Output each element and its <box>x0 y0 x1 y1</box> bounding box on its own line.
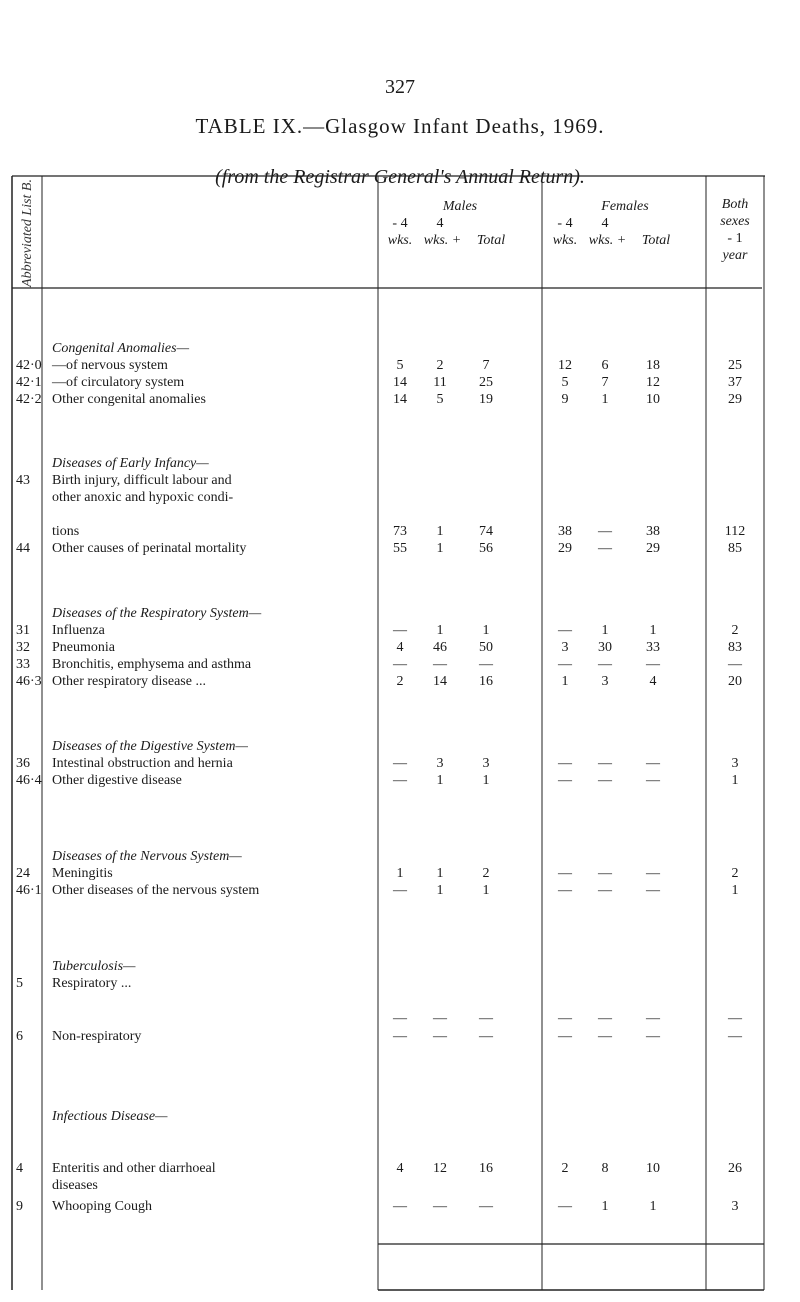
cause-code: 46·4 <box>16 773 42 788</box>
value-cell: 46 <box>433 640 447 655</box>
section-heading: Diseases of the Digestive System— <box>52 739 248 754</box>
cause-code: 31 <box>16 623 30 638</box>
value-cell: 12 <box>433 1161 447 1176</box>
cause-code: 32 <box>16 640 30 655</box>
value-cell: 50 <box>479 640 493 655</box>
value-cell: 1 <box>601 1199 609 1214</box>
cause-label: —of nervous system <box>52 358 168 373</box>
value-cell: — <box>558 866 572 881</box>
value-cell: 1 <box>436 883 444 898</box>
value-cell: — <box>646 1011 660 1026</box>
section-heading: Diseases of the Respiratory System— <box>52 606 262 621</box>
cause-code: 43 <box>16 473 30 488</box>
cause-code: 42·2 <box>16 392 42 407</box>
cause-label: Intestinal obstruction and hernia <box>52 756 233 771</box>
value-cell: 7 <box>482 358 490 373</box>
value-cell: 30 <box>598 640 612 655</box>
cause-label: Enteritis and other diarrhoeal <box>52 1161 216 1176</box>
value-cell: 5 <box>436 392 444 407</box>
section-heading: Diseases of the Nervous System— <box>52 849 242 864</box>
value-cell: 83 <box>728 640 742 655</box>
value-cell: 38 <box>558 524 572 539</box>
value-cell: 29 <box>646 541 660 556</box>
value-cell: 4 <box>396 640 404 655</box>
value-cell: 2 <box>436 358 444 373</box>
value-cell: — <box>646 866 660 881</box>
cause-code: 42·1 <box>16 375 42 390</box>
value-cell: — <box>558 883 572 898</box>
abbreviated-list-header: Abbreviated List B. <box>20 179 35 287</box>
value-cell: 1 <box>396 866 404 881</box>
value-cell: 14 <box>393 375 407 390</box>
value-cell: — <box>433 1029 447 1044</box>
value-cell: 3 <box>436 756 444 771</box>
value-cell: 25 <box>728 358 742 373</box>
cause-code: 6 <box>16 1029 23 1044</box>
value-cell: 12 <box>646 375 660 390</box>
cause-code: 4 <box>16 1161 23 1176</box>
cause-label: Whooping Cough <box>52 1199 152 1214</box>
cause-label: Other respiratory disease ... <box>52 674 206 689</box>
cause-label: Meningitis <box>52 866 113 881</box>
value-cell: — <box>646 1029 660 1044</box>
cause-label: Pneumonia <box>52 640 115 655</box>
value-cell: 55 <box>393 541 407 556</box>
cause-code: 46·1 <box>16 883 42 898</box>
cause-label: Other diseases of the nervous system <box>52 883 260 898</box>
value-cell: 2 <box>482 866 490 881</box>
value-cell: 112 <box>724 524 746 539</box>
value-cell: 26 <box>728 1161 742 1176</box>
value-cell: 2 <box>731 623 739 638</box>
value-cell: — <box>393 1199 407 1214</box>
value-cell: — <box>728 1011 742 1026</box>
value-cell: — <box>479 657 493 672</box>
value-cell: — <box>433 657 447 672</box>
value-cell: — <box>393 657 407 672</box>
value-cell: 1 <box>601 392 609 407</box>
value-cell: 1 <box>731 773 739 788</box>
table-title: TABLE IX.—Glasgow Infant Deaths, 1969. <box>195 114 605 138</box>
cause-label-line3: tions <box>52 524 80 539</box>
value-cell: 85 <box>728 541 742 556</box>
value-cell: — <box>558 657 572 672</box>
value-cell: 1 <box>482 623 490 638</box>
value-cell: — <box>598 756 612 771</box>
value-cell: 1 <box>436 541 444 556</box>
value-cell: 3 <box>482 756 490 771</box>
value-cell: 73 <box>393 524 407 539</box>
cause-code: 5 <box>16 976 23 991</box>
cause-code: 36 <box>16 756 30 771</box>
females-header: Females <box>601 199 649 214</box>
value-cell: 29 <box>558 541 572 556</box>
value-cell: 10 <box>646 392 660 407</box>
value-cell: 37 <box>728 375 742 390</box>
value-cell: 33 <box>646 640 660 655</box>
value-cell: — <box>479 1029 493 1044</box>
value-cell: — <box>598 1011 612 1026</box>
value-cell: 5 <box>561 375 569 390</box>
cause-label: Bronchitis, emphysema and asthma <box>52 657 252 672</box>
value-cell: 3 <box>731 1199 739 1214</box>
value-cell: 1 <box>436 524 444 539</box>
value-cell: — <box>393 1011 407 1026</box>
value-cell: — <box>393 1029 407 1044</box>
value-cell: 1 <box>649 623 657 638</box>
females-under4-header-b: wks. <box>552 233 578 248</box>
cause-label-line2: diseases <box>52 1178 98 1193</box>
value-cell: — <box>598 657 612 672</box>
value-cell: 16 <box>479 1161 493 1176</box>
value-cell: — <box>558 1011 572 1026</box>
value-cell: 56 <box>479 541 493 556</box>
value-cell: — <box>393 773 407 788</box>
value-cell: 1 <box>436 773 444 788</box>
value-cell: 7 <box>601 375 609 390</box>
value-cell: — <box>558 623 572 638</box>
value-cell: — <box>393 883 407 898</box>
cause-label: Other digestive disease <box>52 773 182 788</box>
cause-code: 9 <box>16 1199 23 1214</box>
males-under4-header-b: wks. <box>387 233 413 248</box>
cause-code: 44 <box>16 541 30 556</box>
value-cell: — <box>728 657 742 672</box>
section-heading: Diseases of Early Infancy— <box>52 456 209 471</box>
both-header-2: sexes <box>720 214 750 229</box>
males-under4-header-a: - 4 <box>392 216 408 231</box>
value-cell: 2 <box>731 866 739 881</box>
cause-label: Other causes of perinatal mortality <box>52 541 247 556</box>
value-cell: 14 <box>393 392 407 407</box>
cause-label: Respiratory ... <box>52 976 132 991</box>
females-over4-header-b: wks. + <box>588 233 627 248</box>
value-cell: 38 <box>646 524 660 539</box>
section-heading: Congenital Anomalies— <box>52 341 190 356</box>
both-header-1: Both <box>721 197 749 212</box>
value-cell: — <box>558 773 572 788</box>
value-cell: 1 <box>482 773 490 788</box>
cause-label: —of circulatory system <box>52 375 185 390</box>
cause-label: Non-respiratory <box>52 1029 142 1044</box>
value-cell: 10 <box>646 1161 660 1176</box>
table-subtitle: (from the Registrar General's Annual Return). <box>215 166 585 188</box>
value-cell: — <box>433 1011 447 1026</box>
section-heading: Infectious Disease— <box>52 1109 168 1124</box>
value-cell: 3 <box>561 640 569 655</box>
value-cell: — <box>598 866 612 881</box>
value-cell: — <box>598 524 612 539</box>
value-cell: 1 <box>482 883 490 898</box>
value-cell: 29 <box>728 392 742 407</box>
value-cell: 1 <box>649 1199 657 1214</box>
value-cell: 11 <box>433 375 447 390</box>
value-cell: 1 <box>731 883 739 898</box>
value-cell: 1 <box>436 623 444 638</box>
cause-label: Other congenital anomalies <box>52 392 206 407</box>
value-cell: 20 <box>728 674 742 689</box>
both-header-4: year <box>722 248 748 263</box>
value-cell: — <box>646 883 660 898</box>
value-cell: 12 <box>558 358 572 373</box>
value-cell: 2 <box>561 1161 569 1176</box>
page-number: 327 <box>385 76 415 98</box>
females-over4-header-a: 4 <box>601 216 609 231</box>
value-cell: 6 <box>601 358 609 373</box>
value-cell: 4 <box>649 674 657 689</box>
value-cell: 4 <box>396 1161 404 1176</box>
value-cell: 74 <box>479 524 493 539</box>
value-cell: — <box>646 657 660 672</box>
cause-code: 42·0 <box>16 358 42 373</box>
cause-label: Birth injury, difficult labour and <box>52 473 232 488</box>
value-cell: 1 <box>601 623 609 638</box>
value-cell: 18 <box>646 358 660 373</box>
value-cell: — <box>646 773 660 788</box>
cause-code: 46·3 <box>16 674 42 689</box>
value-cell: — <box>479 1199 493 1214</box>
value-cell: 19 <box>479 392 493 407</box>
males-over4-header-b: wks. + <box>423 233 462 248</box>
value-cell: — <box>393 623 407 638</box>
value-cell: 8 <box>601 1161 609 1176</box>
males-over4-header-a: 4 <box>436 216 444 231</box>
males-total-header: Total <box>476 233 506 248</box>
value-cell: 3 <box>601 674 609 689</box>
cause-code: 24 <box>16 866 30 881</box>
value-cell: — <box>558 1029 572 1044</box>
value-cell: 3 <box>731 756 739 771</box>
value-cell: 1 <box>561 674 569 689</box>
cause-label-line2: other anoxic and hypoxic condi- <box>52 490 234 505</box>
value-cell: — <box>646 756 660 771</box>
value-cell: 9 <box>561 392 569 407</box>
value-cell: — <box>728 1029 742 1044</box>
value-cell: 14 <box>433 674 447 689</box>
value-cell: — <box>598 883 612 898</box>
value-cell: — <box>433 1199 447 1214</box>
section-heading: Tuberculosis— <box>52 959 136 974</box>
both-header-3: - 1 <box>727 231 743 246</box>
value-cell: 2 <box>396 674 404 689</box>
value-cell: 16 <box>479 674 493 689</box>
value-cell: — <box>598 773 612 788</box>
value-cell: — <box>598 541 612 556</box>
value-cell: — <box>393 756 407 771</box>
value-cell: 1 <box>436 866 444 881</box>
cause-label: Influenza <box>52 623 105 638</box>
males-header: Males <box>442 199 478 214</box>
value-cell: — <box>558 756 572 771</box>
cause-code: 33 <box>16 657 30 672</box>
value-cell: — <box>558 1199 572 1214</box>
females-total-header: Total <box>641 233 671 248</box>
value-cell: — <box>479 1011 493 1026</box>
value-cell: — <box>598 1029 612 1044</box>
value-cell: 25 <box>479 375 493 390</box>
females-under4-header-a: - 4 <box>557 216 573 231</box>
value-cell: 5 <box>396 358 404 373</box>
